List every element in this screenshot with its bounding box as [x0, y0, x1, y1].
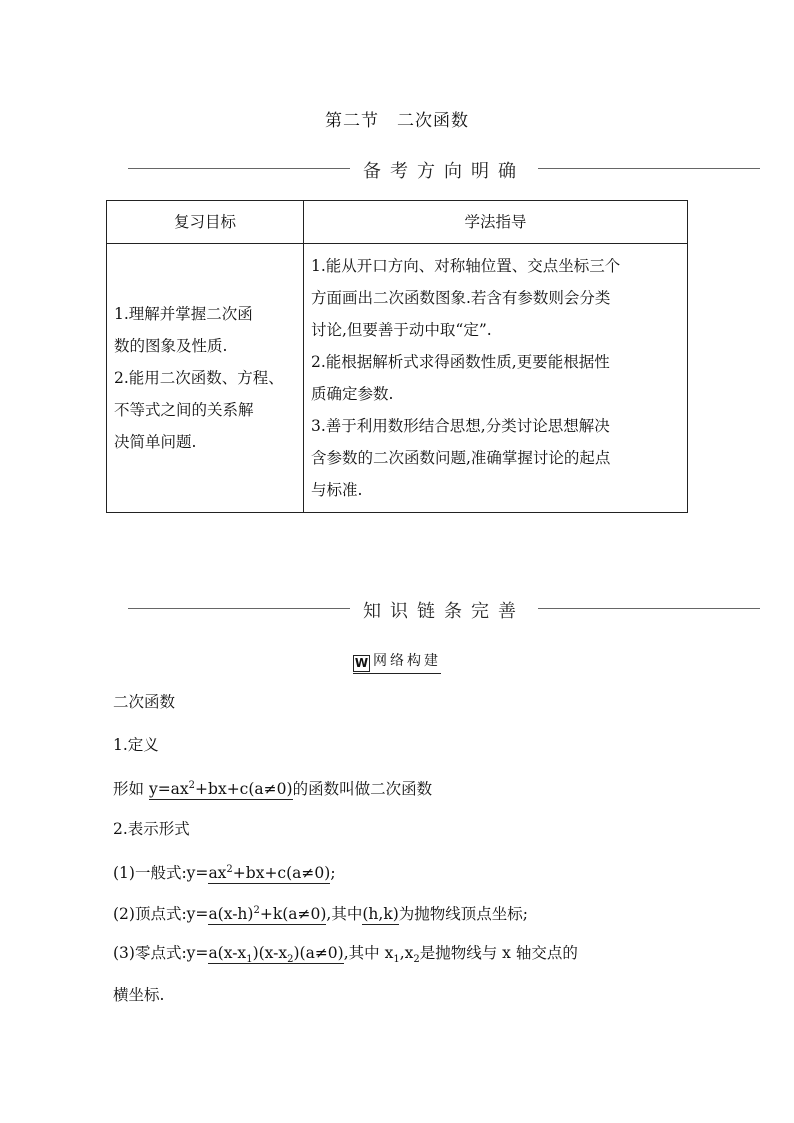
- superscript: 2: [188, 780, 196, 791]
- text: (3)零点式:y=: [113, 944, 209, 962]
- vertex-form-formula: [208, 905, 326, 925]
- banner-rule-left: [128, 608, 350, 609]
- zero-form-formula: [208, 944, 343, 964]
- text: ,x: [399, 944, 414, 962]
- superscript: 2: [253, 905, 260, 916]
- goal-line: 数的图象及性质.: [114, 337, 228, 355]
- zero-form-line: [113, 942, 693, 971]
- table-row: [107, 244, 688, 513]
- banner-title: 备考方向明确: [363, 161, 525, 182]
- study-guide-cell: [304, 244, 688, 513]
- guide-line: 讨论,但要善于动中取“定”.: [311, 321, 492, 339]
- text: ax: [208, 864, 227, 883]
- w-badge-icon: W: [354, 656, 369, 670]
- subscript: 2: [287, 954, 294, 966]
- banner-title: 知识链条完善: [363, 601, 525, 622]
- network-heading: [0, 650, 794, 674]
- banner-rule-left: [128, 168, 350, 169]
- goals-table: [106, 200, 688, 513]
- text: )(a≠0): [293, 944, 344, 962]
- guide-line: 2.能根据解析式求得函数性质,更要能根据性: [311, 353, 610, 371]
- text: ;: [330, 864, 336, 883]
- text: +bx+c(a≠0): [232, 864, 331, 883]
- guide-line: 质确定参数.: [311, 385, 394, 403]
- general-form-line: [113, 859, 693, 884]
- banner-rule-right: [538, 168, 760, 169]
- goal-line: 不等式之间的关系解: [114, 401, 254, 419]
- goal-line: 1.理解并掌握二次函: [114, 305, 253, 323]
- text: y=ax: [148, 780, 189, 799]
- forms-title: 2.表示形式: [113, 820, 190, 838]
- review-goals-cell: [107, 244, 304, 513]
- text: +bx+c(a≠0): [195, 780, 293, 799]
- network-label: 网络构建: [373, 653, 441, 669]
- guide-line: 含参数的二次函数问题,准确掌握讨论的起点: [311, 449, 611, 467]
- section-banner-prep: [128, 157, 760, 181]
- text: (2)顶点式:y=: [113, 905, 209, 924]
- goal-line: 2.能用二次函数、方程、: [114, 369, 284, 387]
- text: )(x-x: [252, 944, 288, 962]
- subscript: 2: [413, 954, 420, 966]
- text: (1)一般式:y=: [113, 864, 209, 883]
- definition-title: 1.定义: [113, 736, 159, 754]
- definition-formula: [149, 780, 293, 800]
- goal-line: 决简单问题.: [114, 433, 197, 451]
- general-form-formula: [208, 864, 330, 884]
- guide-line: 方面画出二次函数图象.若含有参数则会分类: [311, 289, 611, 307]
- text: ,其中 x: [343, 944, 394, 962]
- definition-line: [113, 775, 693, 800]
- text: 为抛物线顶点坐标;: [398, 905, 528, 924]
- text: 形如: [113, 780, 149, 799]
- guide-line: 3.善于利用数形结合思想,分类讨论思想解决: [311, 417, 610, 435]
- text: a(x-h): [208, 905, 254, 924]
- banner-rule-right: [538, 608, 760, 609]
- section-banner-knowledge: [128, 597, 760, 621]
- header-review-goals: 复习目标: [107, 201, 304, 244]
- content-heading: 二次函数: [113, 693, 176, 711]
- guide-line: 与标准.: [311, 481, 363, 499]
- text: ,其中: [326, 905, 363, 924]
- text: 的函数叫做二次函数: [292, 780, 433, 799]
- superscript: 2: [226, 864, 233, 875]
- guide-line: 1.能从开口方向、对称轴位置、交点坐标三个: [311, 257, 621, 275]
- text: 是抛物线与 x 轴交点的: [419, 944, 578, 962]
- network-heading-inner: [353, 650, 441, 674]
- zero-form-line-2: 横坐标.: [113, 986, 165, 1004]
- subscript: 1: [246, 954, 253, 966]
- subscript: 1: [393, 954, 400, 966]
- text: a(x-x: [208, 944, 247, 962]
- page-title: 第二节 二次函数: [325, 111, 469, 131]
- text: +k(a≠0): [259, 905, 327, 924]
- vertex-coordinates: (h,k): [362, 905, 399, 924]
- vertex-form-line: [113, 900, 693, 925]
- table-header-row: [107, 201, 688, 244]
- header-study-guide: 学法指导: [304, 201, 688, 244]
